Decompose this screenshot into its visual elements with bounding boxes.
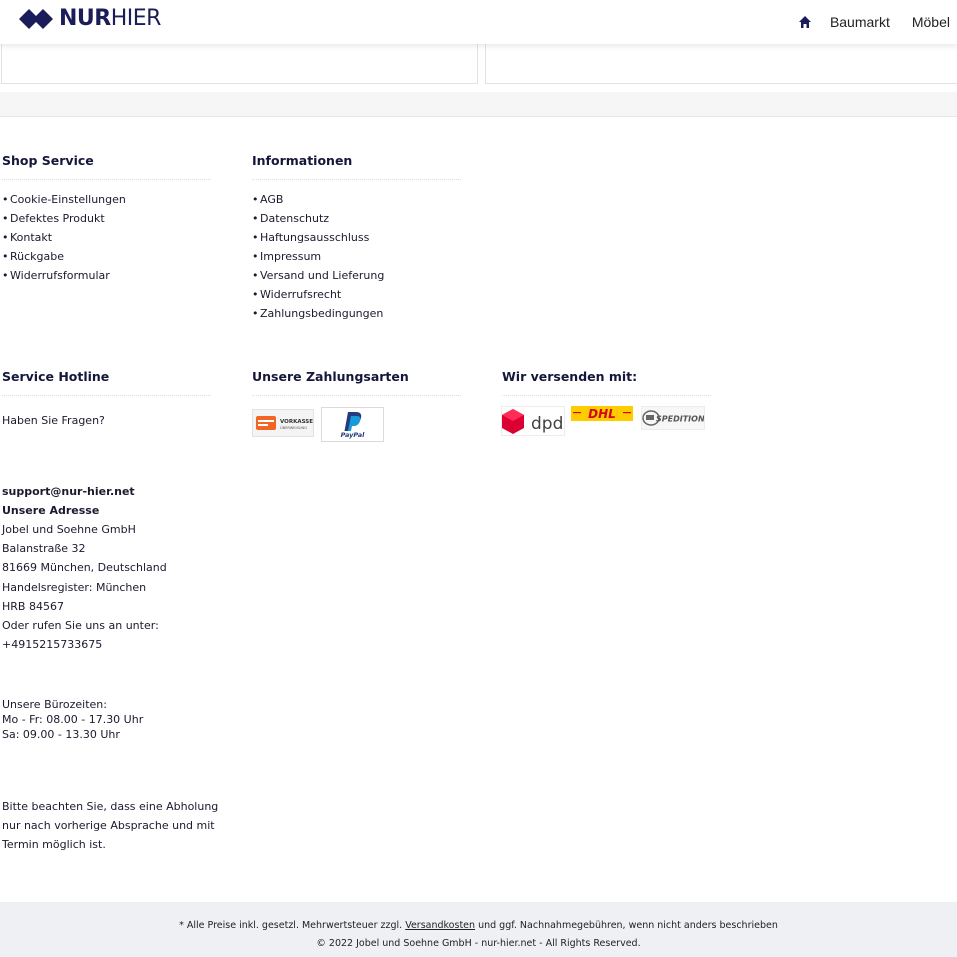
site-logo[interactable]	[19, 6, 161, 32]
informationen-list	[252, 190, 461, 323]
dhl-logo	[571, 406, 633, 421]
payment-heading: Unsere Zahlungsarten	[252, 369, 461, 396]
shop-service-heading: Shop Service	[2, 153, 211, 180]
vorkasse-icon	[253, 410, 313, 436]
address-line: Handelsregister: München	[2, 581, 147, 594]
link-cookie-einstellungen[interactable]: • Cookie-Einstellungen	[2, 193, 126, 206]
office-hours-saturday: Sa: 09.00 - 13.30 Uhr	[2, 728, 120, 741]
dpd-icon	[502, 407, 564, 435]
dhl-icon	[571, 406, 633, 421]
link-defektes-produkt[interactable]: • Defektes Produkt	[2, 212, 105, 225]
link-agb[interactable]: • AGB	[252, 193, 284, 206]
svg-text:SPEDITION: SPEDITION	[656, 414, 704, 424]
svg-text:dpd: dpd	[531, 414, 564, 434]
phone-number[interactable]: +4915215733675	[2, 638, 103, 651]
address-line: Oder rufen Sie uns an unter:	[2, 619, 159, 632]
shipping-column	[502, 369, 711, 396]
pickup-note: nur nach vorherige Absprache und mit	[2, 819, 215, 832]
office-hours-title: Unsere Bürozeiten:	[2, 698, 107, 711]
link-kontakt[interactable]: • Kontakt	[2, 231, 53, 244]
logo-diamond-icon	[19, 6, 59, 32]
link-haftungsausschluss[interactable]: • Haftungsausschluss	[252, 231, 370, 244]
shop-service-column	[2, 153, 211, 285]
dpd-logo	[501, 406, 565, 436]
link-impressum[interactable]: • Impressum	[252, 250, 322, 263]
address-line: HRB 84567	[2, 600, 64, 613]
service-hotline-column	[2, 369, 211, 396]
svg-text:DHL: DHL	[588, 407, 616, 421]
service-hotline-heading: Service Hotline	[2, 369, 211, 396]
office-hours-weekdays: Mo - Fr: 08.00 - 17.30 Uhr	[2, 713, 144, 726]
product-card	[1, 40, 478, 84]
shipping-heading: Wir versenden mit:	[502, 369, 711, 396]
home-icon[interactable]	[798, 15, 812, 29]
link-widerrufsformular[interactable]: • Widerrufsformular	[2, 269, 110, 282]
main-nav	[798, 0, 957, 44]
link-zahlungsbedingungen[interactable]: • Zahlungsbedingungen	[252, 307, 384, 320]
hotline-question: Haben Sie Fragen?	[2, 414, 105, 427]
informationen-column	[252, 153, 461, 323]
link-rueckgabe[interactable]: • Rückgabe	[2, 250, 65, 263]
svg-text:ÜBERWEISUNG: ÜBERWEISUNG	[280, 426, 307, 430]
svg-text:PayPal: PayPal	[340, 431, 365, 439]
link-datenschutz[interactable]: • Datenschutz	[252, 212, 330, 225]
address-line: 81669 München, Deutschland	[2, 561, 167, 574]
address-heading: Unsere Adresse	[2, 504, 100, 517]
truck-icon	[642, 407, 704, 429]
vorkasse-logo	[252, 409, 314, 437]
site-header	[0, 0, 957, 44]
copyright-text: © 2022 Jobel und Soehne GmbH - nur-hier.net - All Rights Reserved.	[316, 938, 641, 949]
product-card	[485, 40, 957, 84]
section-divider	[0, 92, 957, 117]
payment-column	[252, 369, 461, 396]
nav-baumarkt[interactable]: Baumarkt	[829, 14, 890, 30]
paypal-logo	[321, 407, 384, 442]
svg-text:VORKASSE: VORKASSE	[280, 419, 313, 425]
address-line: Jobel und Soehne GmbH	[2, 523, 136, 536]
spedition-logo	[641, 406, 705, 430]
pickup-note: Termin möglich ist.	[2, 838, 106, 851]
copyright-bar	[0, 902, 957, 957]
shop-service-list	[2, 190, 211, 285]
nav-moebel[interactable]: Möbel	[911, 14, 950, 30]
pickup-note: Bitte beachten Sie, dass eine Abholung	[2, 800, 219, 813]
versandkosten-link[interactable]: Versandkosten	[405, 920, 476, 931]
address-line: Balanstraße 32	[2, 542, 86, 555]
paypal-icon	[322, 408, 383, 441]
logo-text: NURHIER	[59, 6, 161, 31]
link-widerrufsrecht[interactable]: • Widerrufsrecht	[252, 288, 342, 301]
price-disclaimer: * Alle Preise inkl. gesetzl. Mehrwertsteuer zzgl. Versandkosten und ggf. Nachnahmegebühren, wenn nicht anders beschrieben	[179, 920, 778, 931]
support-email[interactable]: support@nur-hier.net	[2, 485, 135, 498]
link-versand-und-lieferung[interactable]: • Versand und Lieferung	[252, 269, 385, 282]
informationen-heading: Informationen	[252, 153, 461, 180]
